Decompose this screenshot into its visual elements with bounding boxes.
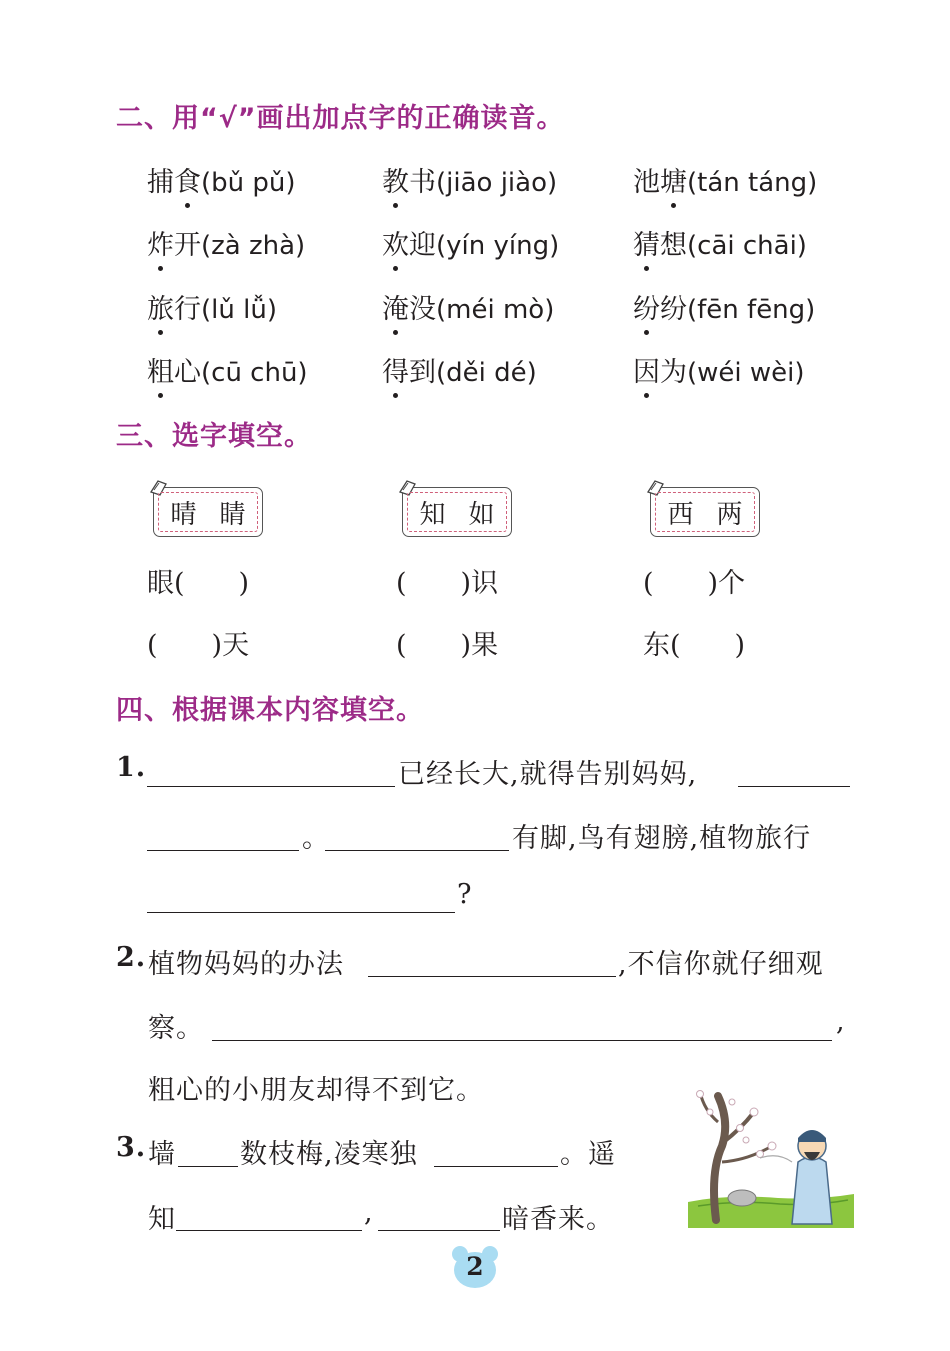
pinyin-options[interactable]: (fēn fēng) — [687, 295, 816, 325]
card-char: 睛 — [219, 499, 246, 530]
question-text: 已经长大,就得告别妈妈, — [398, 759, 698, 790]
pinyin-options[interactable]: (jiāo jiào) — [436, 168, 558, 198]
pinyin-options[interactable]: (cū chū) — [201, 358, 308, 388]
word-char: 粗 — [147, 350, 174, 389]
question-text: 知 — [148, 1204, 176, 1235]
question-text: 。 — [302, 823, 330, 854]
word-char: 淹 — [382, 287, 409, 326]
card-char: 知 — [419, 499, 446, 530]
section2-title: 二、用“√”画出加点字的正确读音。 — [116, 103, 565, 134]
question-text: ? — [457, 879, 473, 910]
word-char: 猜 — [633, 223, 660, 262]
answer-blank[interactable] — [434, 1166, 558, 1167]
char-card-3 — [650, 487, 760, 537]
fill-blank[interactable]: ( )天 — [147, 630, 250, 661]
pinyin-options[interactable]: (zà zhà) — [201, 231, 306, 261]
section3-title: 三、选字填空。 — [116, 421, 312, 452]
question-text: 有脚,鸟有翅膀,植物旅行 — [512, 823, 812, 854]
word-char: 行 — [174, 294, 201, 325]
question-text: 。遥 — [560, 1139, 616, 1170]
question-text: 察。 — [148, 1013, 204, 1044]
question-text: 植物妈妈的办法 — [148, 949, 344, 980]
answer-blank[interactable] — [212, 1040, 832, 1041]
pinyin-choice-item[interactable] — [633, 223, 807, 262]
question-text: 数枝梅,凌寒独 — [240, 1139, 418, 1170]
pinyin-options[interactable]: (tán táng) — [687, 168, 818, 198]
pinyin-options[interactable]: (wéi wèi) — [687, 358, 805, 388]
word-char: 到 — [409, 357, 436, 388]
char-card-2 — [402, 487, 512, 537]
question-text: 粗心的小朋友却得不到它。 — [148, 1075, 484, 1106]
question-text: , — [364, 1197, 374, 1228]
word-char: 书 — [409, 167, 436, 198]
fill-blank[interactable]: ( )识 — [396, 568, 499, 599]
question-number: 1. — [116, 752, 147, 783]
pinyin-choice-item[interactable] — [147, 160, 296, 199]
char-card-1 — [153, 487, 263, 537]
word-char: 想 — [660, 230, 687, 261]
question-text: 暗香来。 — [502, 1204, 614, 1235]
pinyin-choice-item[interactable] — [633, 160, 817, 199]
pinyin-choice-item[interactable] — [382, 350, 537, 389]
fill-blank[interactable]: 东( ) — [643, 630, 746, 661]
word-char: 因 — [633, 350, 660, 389]
poet-plum-tree-illustration — [688, 1082, 854, 1228]
pinyin-choice-item[interactable] — [147, 287, 277, 326]
answer-blank[interactable] — [378, 1230, 500, 1231]
pinyin-choice-item[interactable] — [382, 287, 554, 326]
word-char: 心 — [174, 357, 201, 388]
word-char: 迎 — [409, 230, 436, 261]
answer-blank[interactable] — [147, 786, 395, 787]
pinyin-choice-item[interactable] — [382, 160, 557, 199]
page-number: 2 — [466, 1252, 484, 1281]
fill-blank[interactable]: 眼( ) — [147, 568, 250, 599]
question-text: ,不信你就仔细观 — [618, 949, 824, 980]
card-char: 晴 — [170, 499, 197, 530]
pinyin-options[interactable]: (bǔ pǔ) — [201, 168, 296, 198]
pinyin-options[interactable]: (méi mò) — [436, 295, 555, 325]
card-char: 如 — [468, 499, 495, 530]
pinyin-options[interactable]: (yín yíng) — [436, 231, 560, 261]
question-number: 3. — [116, 1132, 147, 1163]
word-char: 纷 — [633, 287, 660, 326]
word-char: 池 — [633, 167, 660, 198]
answer-blank[interactable] — [147, 912, 455, 913]
question-text: , — [836, 1006, 846, 1037]
pinyin-options[interactable]: (děi dé) — [436, 358, 537, 388]
fill-blank[interactable]: ( )果 — [396, 630, 499, 661]
word-char: 欢 — [382, 223, 409, 262]
word-char: 炸 — [147, 223, 174, 262]
word-char: 旅 — [147, 287, 174, 326]
word-char: 纷 — [660, 294, 687, 325]
word-char: 为 — [660, 357, 687, 388]
fill-blank[interactable]: ( )个 — [643, 568, 746, 599]
card-char: 两 — [716, 499, 743, 530]
word-char: 教 — [382, 160, 409, 199]
pinyin-choice-item[interactable] — [147, 223, 305, 262]
word-char: 得 — [382, 350, 409, 389]
word-char: 捕 — [147, 167, 174, 198]
answer-blank[interactable] — [147, 850, 299, 851]
pinyin-choice-item[interactable] — [147, 350, 308, 389]
word-char: 食 — [174, 160, 201, 199]
question-number: 2. — [116, 942, 147, 973]
card-char: 西 — [667, 499, 694, 530]
word-char: 开 — [174, 230, 201, 261]
word-char: 没 — [409, 294, 436, 325]
question-text: 墙 — [148, 1139, 176, 1170]
pinyin-choice-item[interactable] — [633, 350, 805, 389]
word-char: 塘 — [660, 160, 687, 199]
pinyin-choice-item[interactable] — [382, 223, 559, 262]
section4-title: 四、根据课本内容填空。 — [116, 695, 424, 726]
answer-blank[interactable] — [176, 1230, 362, 1231]
answer-blank[interactable] — [178, 1166, 238, 1167]
pinyin-choice-item[interactable] — [633, 287, 815, 326]
answer-blank[interactable] — [325, 850, 509, 851]
answer-blank[interactable] — [738, 786, 850, 787]
pinyin-options[interactable]: (lǔ lǚ) — [201, 295, 277, 325]
pinyin-options[interactable]: (cāi chāi) — [687, 231, 807, 261]
answer-blank[interactable] — [368, 976, 616, 977]
